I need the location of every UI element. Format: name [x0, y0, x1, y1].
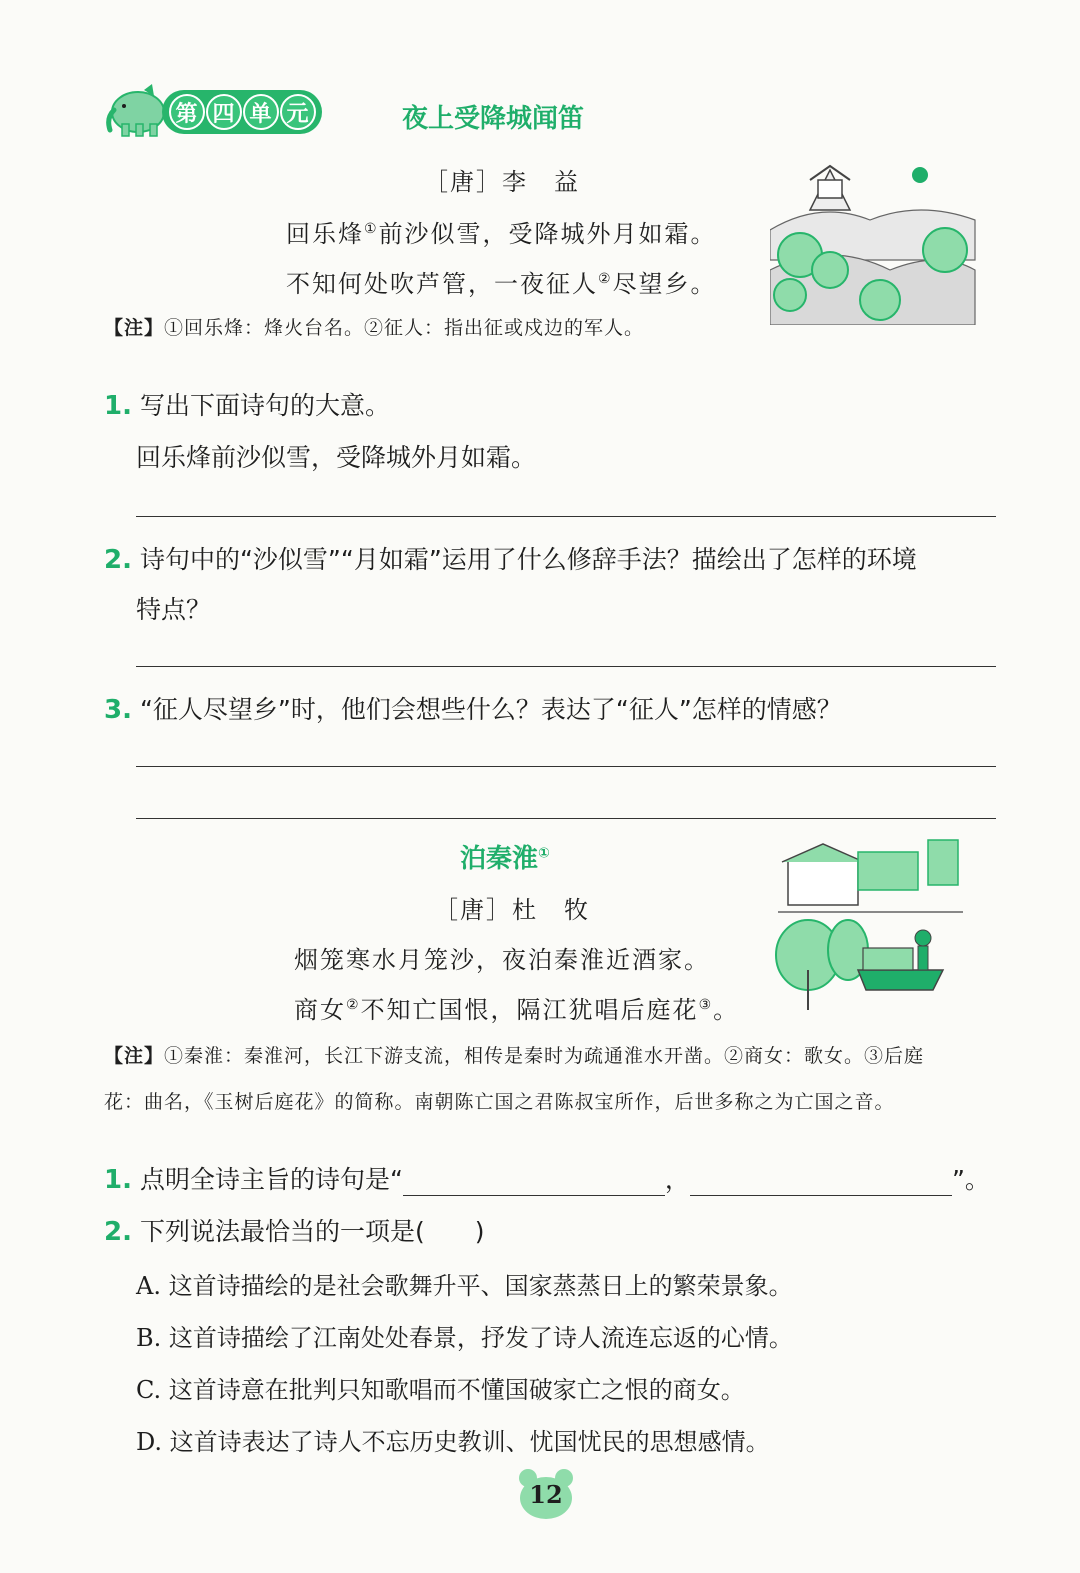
page-number [516, 1468, 576, 1520]
question-3: 3. “征人尽望乡”时，他们会想些什么？表达了“征人”怎样的情感？ [104, 695, 842, 725]
answer-line[interactable] [136, 666, 996, 667]
poem1-note: 【注】①回乐烽：烽火台名。②征人：指出征或戍边的军人。 [104, 317, 645, 339]
page-number-text: 12 [529, 1480, 563, 1509]
unit-title [162, 90, 322, 134]
question2-2: 2. 下列说法最恰当的一项是( ) [104, 1217, 485, 1247]
poem2-author: ［唐］杜 牧 [434, 896, 590, 924]
unit-char: 单 [243, 94, 279, 130]
option-c[interactable]: C. 这首诗意在批判只知歌唱而不懂国破家亡之恨的商女。 [136, 1376, 745, 1404]
question-2-cont: 特点？ [136, 595, 212, 624]
poem2-note-line1: 【注】①秦淮：秦淮河，长江下游支流，相传是秦时为疏通淮水开凿。②商女：歌女。③后庭 [104, 1045, 925, 1067]
question-2: 2. 诗句中的“沙似雪”“月如霜”运用了什么修辞手法？描绘出了怎样的环境 [104, 545, 917, 575]
poem1-line2: 不知何处吹芦管，一夜征人②尽望乡。 [286, 270, 717, 298]
answer-line[interactable] [136, 516, 996, 517]
question-1: 1. 写出下面诗句的大意。 [104, 391, 390, 421]
poem2-line2: 商女②不知亡国恨，隔江犹唱后庭花③。 [294, 996, 740, 1024]
unit-char: 四 [206, 94, 242, 130]
qinhuai-illustration [768, 830, 968, 1015]
question2-1: 1. 点明全诗主旨的诗句是“ ， ”。 [104, 1165, 990, 1195]
poem2-title: 泊秦淮① [460, 844, 550, 874]
poem1-line1: 回乐烽①前沙似雪，受降城外月如霜。 [286, 220, 717, 248]
question-1-sub: 回乐烽前沙似雪，受降城外月如霜。 [136, 443, 537, 472]
poem2-line1: 烟笼寒水月笼沙，夜泊秦淮近酒家。 [294, 946, 710, 974]
answer-blank[interactable] [403, 1173, 665, 1196]
poem2-note-line2: 花：曲名，《玉树后庭花》的简称。南朝陈亡国之君陈叔宝所作，后世多称之为亡国之音。 [104, 1091, 895, 1113]
option-d[interactable]: D. 这首诗表达了诗人不忘历史教训、忧国忧民的思想感情。 [136, 1428, 770, 1456]
answer-line[interactable] [136, 818, 996, 819]
landscape-illustration [770, 160, 980, 325]
elephant-icon [104, 84, 168, 140]
answer-blank[interactable] [690, 1173, 952, 1196]
unit-badge [104, 82, 324, 140]
option-a[interactable]: A. 这首诗描绘的是社会歌舞升平、国家蒸蒸日上的繁荣景象。 [136, 1272, 793, 1300]
poem1-author: ［唐］李 益 [424, 168, 580, 196]
unit-char: 第 [169, 94, 205, 130]
poem1-title: 夜上受降城闻笛 [402, 104, 585, 134]
answer-line[interactable] [136, 766, 996, 767]
unit-char: 元 [280, 94, 316, 130]
option-b[interactable]: B. 这首诗描绘了江南处处春景，抒发了诗人流连忘返的心情。 [136, 1324, 793, 1352]
